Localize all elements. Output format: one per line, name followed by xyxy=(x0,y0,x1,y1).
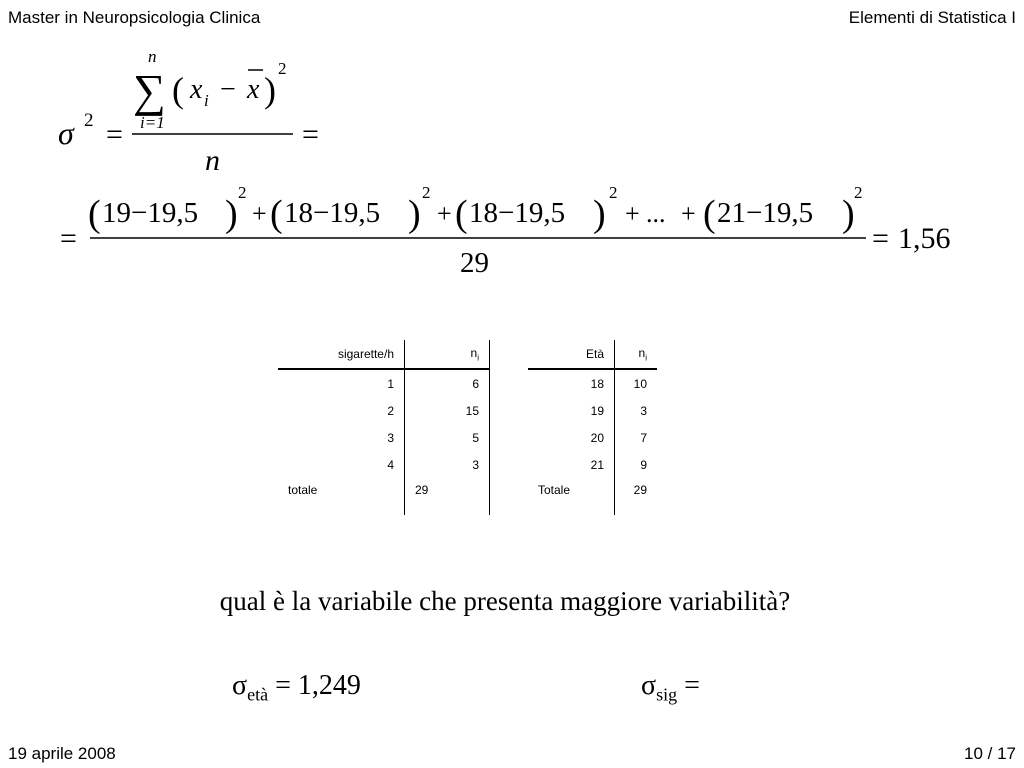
column-header-ni: $n_i$ xyxy=(615,340,658,369)
header-title-right: Elementi di Statistica I xyxy=(848,8,1016,27)
ellipsis: ... xyxy=(646,199,666,228)
summation-icon: ∑ xyxy=(133,65,166,116)
denominator-n: n xyxy=(205,144,220,177)
table-row xyxy=(278,424,490,451)
question-text: qual è la variabile che presenta maggiore variabilità? xyxy=(219,586,791,616)
table-row xyxy=(528,397,657,424)
table-row xyxy=(278,397,490,424)
exp-2: 2 xyxy=(422,183,431,202)
table-row xyxy=(278,369,490,397)
table-cell: 2 xyxy=(278,397,405,424)
header-title-left: Master in Neuropsicologia Clinica xyxy=(8,8,261,27)
sum-lower-limit: i=1 xyxy=(140,113,165,132)
sigma-age-value: $\sigma_{età} = 1,249$ xyxy=(232,670,361,705)
numerator-term-3: 18−19,5 xyxy=(469,197,566,229)
paren-open-1: ( xyxy=(88,193,101,235)
variance-formula xyxy=(0,40,1024,340)
equals-sign: = xyxy=(106,118,123,151)
plus-2: + xyxy=(437,199,452,228)
right-paren: ) xyxy=(264,70,276,110)
table-cell: 18 xyxy=(528,369,615,397)
table-cell: 3 xyxy=(640,403,647,418)
variance-result: 1,56 xyxy=(898,222,951,255)
numerator-term-4: 21−19,5 xyxy=(717,197,814,229)
equals-sign-trailing: = xyxy=(302,118,319,151)
column-header-ni: $n_i$ xyxy=(405,340,490,369)
table-row xyxy=(528,369,657,397)
table-cell: 4 xyxy=(278,451,405,478)
total-label: totale xyxy=(278,478,405,515)
denominator-29: 29 xyxy=(460,247,489,279)
plus-1: + xyxy=(252,199,267,228)
total-value: 29 xyxy=(405,478,490,515)
sigma-symbol: σ xyxy=(58,115,74,151)
numerator-exponent: 2 xyxy=(278,59,287,78)
exp-3: 2 xyxy=(609,183,618,202)
table-row xyxy=(528,424,657,451)
total-value: 29 xyxy=(633,483,647,497)
column-header-cigarettes: sigarette/h xyxy=(278,340,405,369)
paren-close-2: ) xyxy=(408,193,421,235)
table-header-row xyxy=(528,340,657,369)
equals-sign-leading: = xyxy=(60,222,77,255)
cigarettes-table xyxy=(278,340,490,515)
sigma-exponent: 2 xyxy=(84,110,94,131)
xbar-variable: x xyxy=(247,74,260,105)
table-cell: 20 xyxy=(528,424,615,451)
table-total-row xyxy=(528,478,657,515)
paren-close-4: ) xyxy=(842,193,855,235)
age-table xyxy=(528,340,657,515)
total-label: Totale xyxy=(528,478,615,515)
table-cell: 7 xyxy=(640,430,647,445)
table-cell: 21 xyxy=(528,451,615,478)
table-cell: 6 xyxy=(405,369,490,397)
table-cell: 15 xyxy=(405,397,490,424)
table-header-row xyxy=(278,340,490,369)
table-cell: 1 xyxy=(278,369,405,397)
plus-4: + xyxy=(681,199,696,228)
exp-4: 2 xyxy=(854,183,863,202)
table-cell: 3 xyxy=(278,424,405,451)
sigma-cigarettes-value: $\sigma_{sig}$ = xyxy=(641,670,700,705)
x-subscript: i xyxy=(204,91,209,110)
page-number: 10 / 17 xyxy=(964,744,1016,763)
paren-open-2: ( xyxy=(270,193,283,235)
left-paren: ( xyxy=(172,70,184,110)
sum-upper-limit: n xyxy=(148,47,157,66)
paren-close-1: ) xyxy=(225,193,238,235)
table-total-row xyxy=(278,478,490,515)
table-row xyxy=(278,451,490,478)
table-cell: 19 xyxy=(528,397,615,424)
numerator-term-1: 19−19,5 xyxy=(102,197,199,229)
footer-date: 19 aprile 2008 xyxy=(8,744,116,763)
x-variable: x xyxy=(190,74,203,105)
table-cell: 5 xyxy=(405,424,490,451)
exp-1: 2 xyxy=(238,183,247,202)
paren-open-3: ( xyxy=(455,193,468,235)
minus-sign: − xyxy=(220,74,236,105)
table-row xyxy=(528,451,657,478)
equals-sign-result: = xyxy=(872,222,889,255)
paren-close-3: ) xyxy=(593,193,606,235)
paren-open-4: ( xyxy=(703,193,716,235)
plus-3: + xyxy=(625,199,640,228)
table-cell: 3 xyxy=(405,451,490,478)
numerator-term-2: 18−19,5 xyxy=(284,197,381,229)
column-header-age: Età xyxy=(528,340,615,369)
table-cell: 9 xyxy=(640,457,647,472)
table-cell: 10 xyxy=(633,376,647,391)
